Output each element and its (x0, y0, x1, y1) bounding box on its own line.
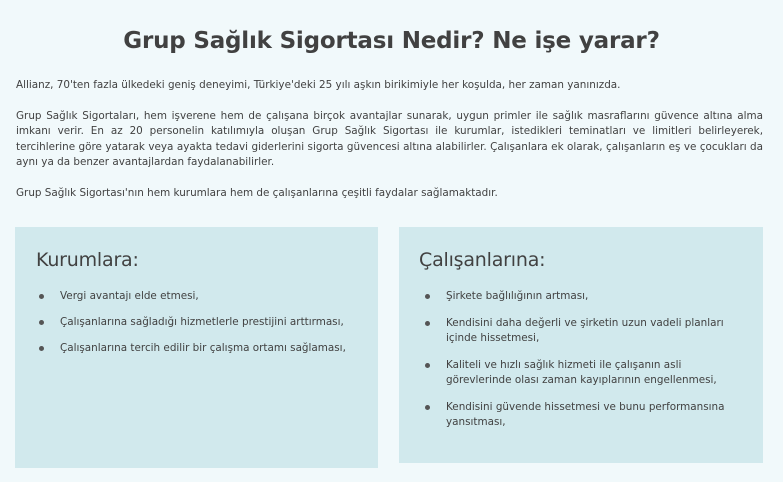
bullet-icon (39, 320, 44, 325)
list-item (425, 358, 749, 388)
list-item-text: Kendisini güvende hissetmesi ve bunu performansına yansıtması, (446, 401, 725, 428)
page-title: Grup Sağlık Sigortası Nedir? Ne işe yarar? (123, 28, 660, 55)
description-paragraph: Grup Sağlık Sigortaları, hem işverene hem de çalışana birçok avantajlar sunarak, uygun primler ile sağlık masraflarını güvence altına alma imkanı verir. En az 20 personelin katılımıyla oluşan Grup Sağlık Sigortası ile kurumlar, istedikleri teminatları ve limitleri belirleyerek, tercihlerine göre yatarak veya ayakta tedavi giderlerini sigorta güvencesi altına alabilirler. Çalışanlara ek olarak, çalışanların eş ve çocukları da aynı ya da benzer avantajlardan faydalanabilirler. (16, 109, 763, 168)
list-item (39, 289, 364, 304)
institutions-card-title: Kurumlara: (36, 249, 139, 271)
employees-benefits-card (399, 227, 763, 463)
list-item-text: Şirkete bağlılığının artması, (446, 290, 589, 302)
institutions-benefits-list (39, 289, 364, 367)
list-item (425, 316, 749, 346)
list-item (425, 289, 749, 304)
employees-benefits-list (425, 289, 749, 442)
bullet-icon (425, 405, 430, 410)
list-item (39, 315, 364, 330)
benefits-intro-paragraph: Grup Sağlık Sigortası'nın hem kurumlara hem de çalışanlarına çeşitli faydalar sağlamaktadır. (16, 186, 498, 199)
bullet-icon (39, 346, 44, 351)
list-item (425, 400, 749, 430)
employees-card-title: Çalışanlarına: (419, 249, 546, 271)
list-item-text: Vergi avantajı elde etmesi, (60, 290, 199, 302)
bullet-icon (425, 321, 430, 326)
bullet-icon (39, 294, 44, 299)
list-item-text: Kaliteli ve hızlı sağlık hizmeti ile çalışanın asli görevlerinde olası zaman kayıplarının engellenmesi, (446, 359, 717, 386)
list-item-text: Kendisini daha değerli ve şirketin uzun vadeli planları içinde hissetmesi, (446, 317, 724, 344)
institutions-benefits-card (15, 227, 378, 468)
bullet-icon (425, 294, 430, 299)
intro-text (16, 78, 763, 216)
list-item-text: Çalışanlarına sağladığı hizmetlerle prestijini arttırması, (60, 316, 344, 328)
intro-paragraph: Allianz, 70'ten fazla ülkedeki geniş deneyimi, Türkiye'deki 25 yılı aşkın birikimiyle her koşulda, her zaman yanınızda. (16, 79, 621, 91)
bullet-icon (425, 363, 430, 368)
list-item-text: Çalışanlarına tercih edilir bir çalışma ortamı sağlaması, (60, 342, 346, 354)
list-item (39, 341, 364, 356)
